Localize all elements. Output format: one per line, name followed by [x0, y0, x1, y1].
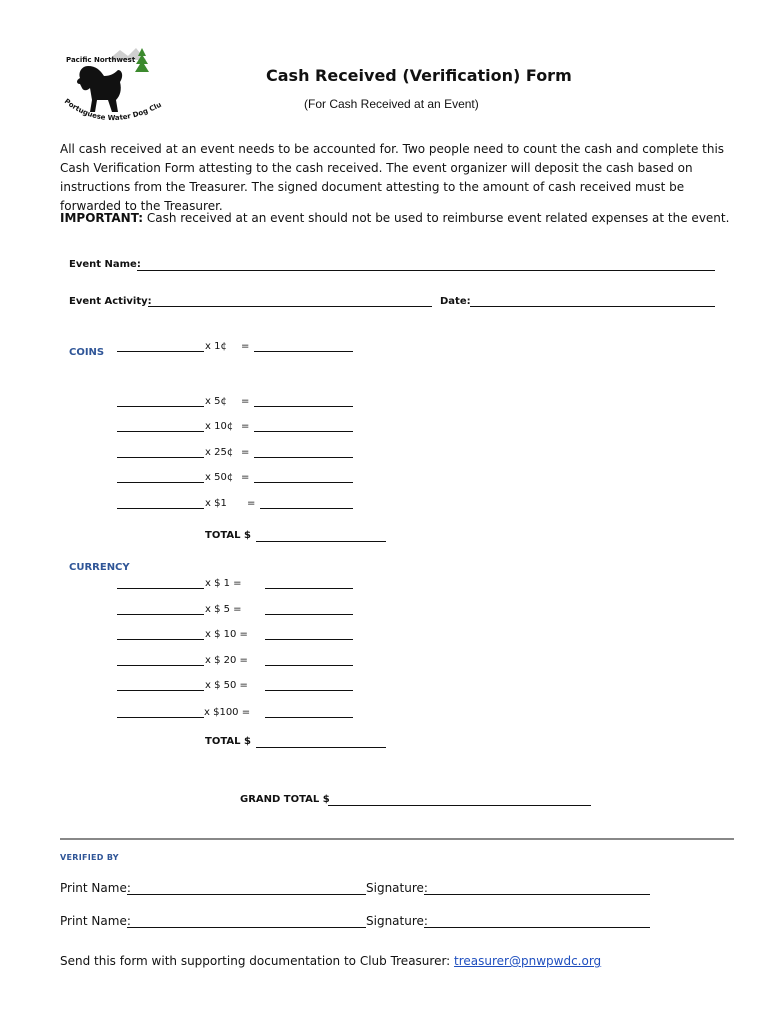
equals-sign: = [241, 472, 250, 483]
coin-amount-field[interactable] [254, 351, 353, 352]
bill-denomination: x $ 10 = [205, 629, 248, 640]
intro-paragraph: All cash received at an event needs to be accounted for. Two people need to count the cash and complete this Cash Verification Form attesting to the cash received. The event organizer will deposit the cash based on instructions from the Treasurer. The signed document attesting to the amount of cash received must be forwarded to the Treasurer. [60, 142, 725, 213]
bill-count-field[interactable] [117, 639, 204, 640]
equals-sign: = [241, 341, 250, 352]
currency-total-field[interactable] [256, 747, 386, 748]
signature-label-1: Signature: [366, 881, 428, 895]
bill-denomination: x $ 50 = [205, 680, 248, 691]
grand-total-label: GRAND TOTAL $ [240, 794, 330, 805]
coin-denomination: x $1 [205, 498, 227, 509]
form-subtitle: (For Cash Received at an Event) [304, 97, 479, 111]
coin-count-field[interactable] [117, 406, 204, 407]
print-name-label-2: Print Name: [60, 914, 131, 928]
print-name-label-1: Print Name: [60, 881, 131, 895]
coin-amount-field[interactable] [260, 508, 353, 509]
coin-count-field[interactable] [117, 351, 204, 352]
bill-amount-field[interactable] [265, 639, 353, 640]
coin-count-field[interactable] [117, 431, 204, 432]
bill-amount-field[interactable] [265, 614, 353, 615]
event-activity-field[interactable] [148, 306, 432, 307]
coin-count-field[interactable] [117, 457, 204, 458]
coin-denomination: x 25¢ [205, 447, 234, 458]
equals-sign: = [241, 421, 250, 432]
event-name-field[interactable] [137, 270, 715, 271]
date-field[interactable] [470, 306, 715, 307]
currency-total-label: TOTAL $ [205, 736, 251, 747]
form-title: Cash Received (Verification) Form [266, 66, 572, 85]
coin-denomination: x 50¢ [205, 472, 234, 483]
coin-count-field[interactable] [117, 508, 204, 509]
coin-amount-field[interactable] [254, 482, 353, 483]
signature-field-1[interactable] [424, 894, 650, 895]
important-label: IMPORTANT: [60, 211, 144, 225]
club-logo [58, 44, 170, 130]
equals-sign: = [247, 498, 256, 509]
equals-sign: = [241, 447, 250, 458]
bill-denomination: x $ 5 = [205, 604, 242, 615]
section-divider [60, 838, 734, 840]
signature-label-2: Signature: [366, 914, 428, 928]
logo-bottom-text: Portuguese Water Dog Clu [62, 97, 163, 123]
equals-sign: = [241, 396, 250, 407]
bill-count-field[interactable] [117, 717, 204, 718]
logo-top-text: Pacific Northwest [66, 56, 136, 64]
event-name-label: Event Name: [69, 259, 141, 270]
coins-total-label: TOTAL $ [205, 530, 251, 541]
bill-denomination: x $ 20 = [205, 655, 248, 666]
bill-denomination: x $ 1 = [205, 578, 242, 589]
bill-amount-field[interactable] [265, 690, 353, 691]
footer-text: Send this form with supporting documentation to Club Treasurer: [60, 954, 455, 968]
footer-note [60, 954, 601, 968]
coin-denomination: x 5¢ [205, 396, 227, 407]
coin-denomination: x 10¢ [205, 421, 234, 432]
coin-amount-field[interactable] [254, 457, 353, 458]
verified-by-heading: VERIFIED BY [60, 853, 119, 862]
print-name-field-1[interactable] [127, 894, 366, 895]
important-text: Cash received at an event should not be used to reimburse event related expenses at the event. [143, 211, 730, 225]
important-note [60, 211, 740, 225]
signature-field-2[interactable] [424, 927, 650, 928]
bill-count-field[interactable] [117, 665, 204, 666]
print-name-field-2[interactable] [127, 927, 366, 928]
bill-count-field[interactable] [117, 588, 204, 589]
bill-amount-field[interactable] [265, 717, 353, 718]
bill-count-field[interactable] [117, 690, 204, 691]
coin-amount-field[interactable] [254, 406, 353, 407]
dog-logo-icon [58, 44, 170, 130]
grand-total-field[interactable] [328, 805, 591, 806]
coin-count-field[interactable] [117, 482, 204, 483]
treasurer-email-link[interactable]: treasurer@pnwpwdc.org [454, 954, 602, 968]
bill-count-field[interactable] [117, 614, 204, 615]
coins-heading: COINS [69, 347, 105, 358]
coins-total-field[interactable] [256, 541, 386, 542]
coin-amount-field[interactable] [254, 431, 353, 432]
event-activity-label: Event Activity: [69, 296, 152, 307]
bill-denomination: x $100 = [204, 707, 251, 718]
bill-amount-field[interactable] [265, 665, 353, 666]
bill-amount-field[interactable] [265, 588, 353, 589]
coin-denomination: x 1¢ [205, 341, 227, 352]
date-label: Date: [440, 296, 471, 307]
currency-heading: CURRENCY [69, 562, 130, 573]
